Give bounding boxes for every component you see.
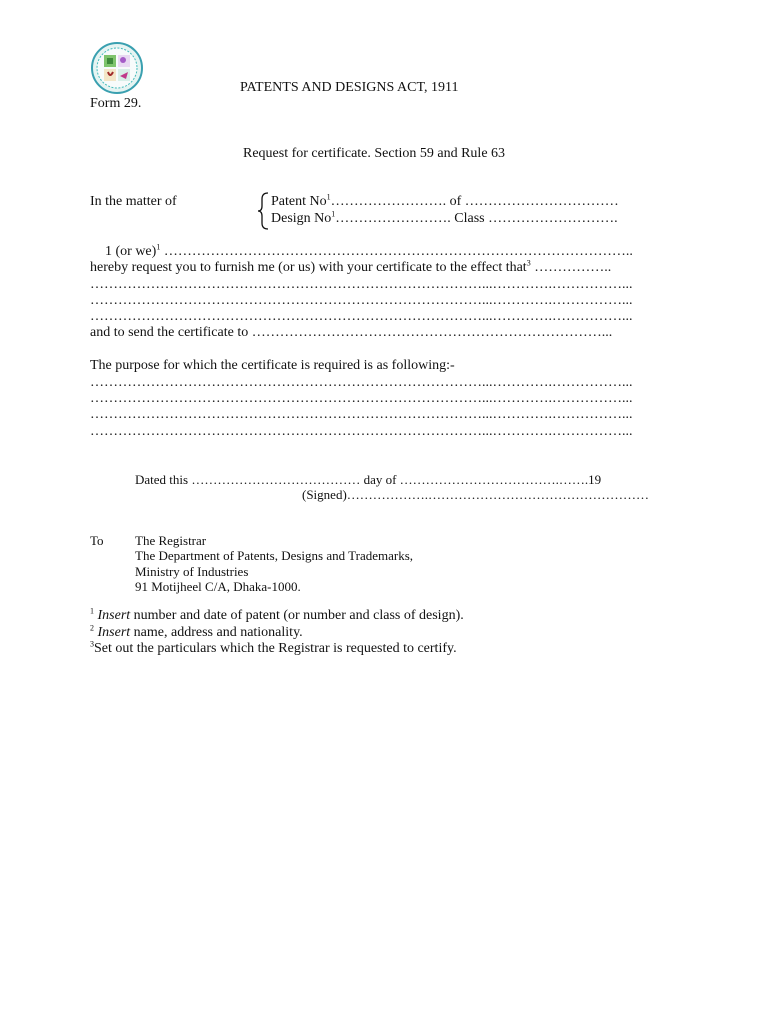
footnote-1: $^1$ Insert number and date of patent (or number and class of design). — [90, 606, 464, 623]
fill-line: …………………………………………………………………………...………….……………... — [90, 391, 633, 406]
curly-brace-icon — [256, 192, 270, 230]
request-subtitle: Request for certificate. Section 59 and Rule 63 — [243, 146, 506, 161]
design-number-line: Design No$^1$……………………. Class ………………………. — [271, 209, 618, 226]
dated-line: Dated this ………………………………… day of ……………………………….…….19 — [135, 472, 602, 487]
address-line: The Department of Patents, Designs and Trademarks, — [135, 548, 414, 563]
applicant-line: 1 (or we)$^1$ ……………………………………………………………………………………….. — [105, 242, 633, 259]
signed-line: (Signed)……………….…………………………………………… — [302, 487, 650, 502]
to-label: To — [90, 533, 104, 548]
matter-label: In the matter of — [90, 194, 177, 209]
fill-line: …………………………………………………………………………...………….……………... — [90, 277, 633, 292]
act-title: PATENTS AND DESIGNS ACT, 1911 — [240, 80, 459, 95]
address-line: 91 Motijheel C/A, Dhaka-1000. — [135, 579, 301, 594]
address-line: The Registrar — [135, 533, 207, 548]
send-certificate-line: and to send the certificate to …………………………………………………………………... — [90, 325, 613, 340]
fill-line: …………………………………………………………………………...………….……………... — [90, 309, 633, 324]
patent-number-line: Patent No$^1$……………………. of …………………………… — [271, 192, 619, 209]
form-number: Form 29. — [90, 96, 142, 111]
fill-line: …………………………………………………………………………...………….……………... — [90, 375, 633, 390]
footnote-3: $^3$Set out the particulars which the Registrar is requested to certify. — [90, 639, 457, 656]
fill-line: …………………………………………………………………………...………….……………... — [90, 293, 633, 308]
footnote-2: $^2$ Insert name, address and nationality. — [90, 623, 303, 640]
fill-line: …………………………………………………………………………...………….……………... — [90, 424, 633, 439]
address-line: Ministry of Industries — [135, 564, 249, 579]
request-statement: hereby request you to furnish me (or us) with your certificate to the effect that$^3$ …………….. — [90, 258, 612, 275]
fill-line: …………………………………………………………………………...………….……………... — [90, 407, 633, 422]
government-seal-logo — [90, 42, 144, 94]
purpose-heading: The purpose for which the certificate is required is as following:- — [90, 358, 455, 373]
